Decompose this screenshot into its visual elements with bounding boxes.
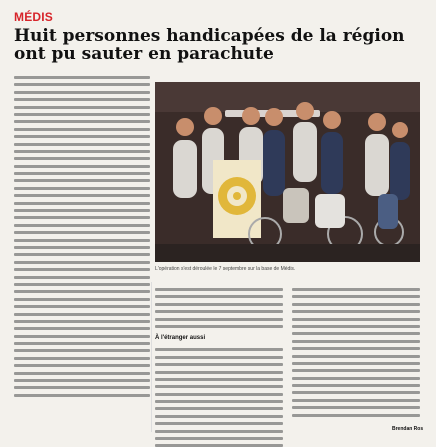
group-photo — [155, 82, 420, 262]
article-body-column-right — [292, 288, 420, 423]
photo-caption: L'opération s'est déroulée le 7 septembre sur la base de Médis. — [155, 266, 296, 272]
article-headline: Huit personnes handicapées de la région ont pu sauter en parachute — [14, 26, 405, 64]
section-label: MÉDIS — [14, 10, 54, 24]
article-body-column-middle — [155, 288, 283, 423]
article-author: Brendan Ros — [392, 426, 424, 432]
column-divider — [151, 282, 152, 432]
article-body-column-left — [14, 76, 150, 421]
article-subhead: À l'étranger aussi — [155, 335, 206, 341]
group-photo-illustration — [155, 82, 420, 262]
